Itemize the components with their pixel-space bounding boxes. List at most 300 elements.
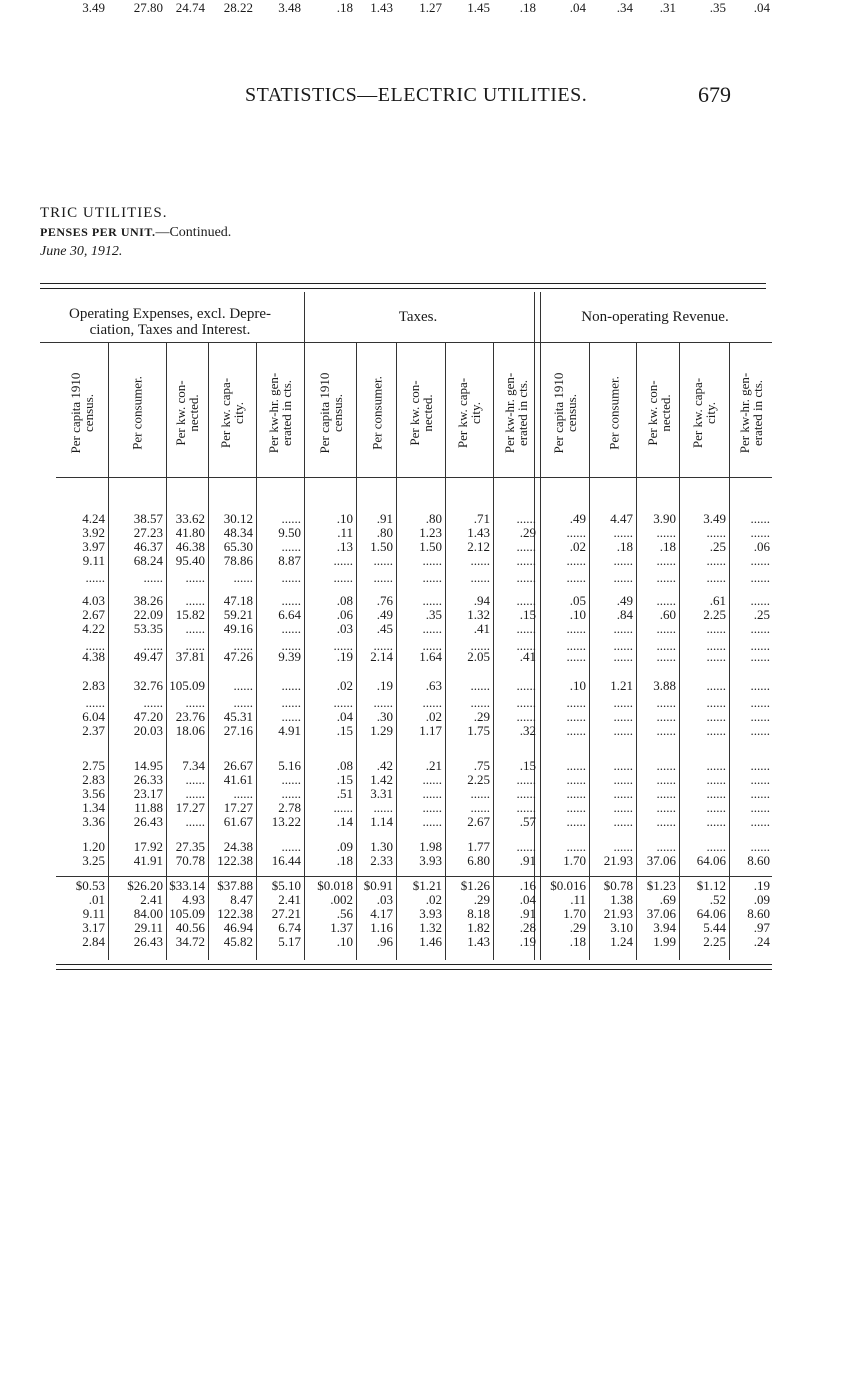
table-cell: ......	[470, 678, 490, 693]
table-cell: ......	[706, 638, 726, 653]
table-cell: 34.72	[175, 934, 205, 949]
table-cell: 1.82	[467, 920, 490, 935]
table-cell: ......	[750, 839, 770, 854]
column-header-label: Per consumer.	[129, 375, 145, 450]
table-cell: 26.43	[133, 934, 163, 949]
table-cell: 61.67	[223, 814, 253, 829]
summary-row	[0, 906, 867, 921]
table-cell: 59.21	[223, 607, 253, 622]
summary-row	[0, 934, 867, 949]
table-cell: 1.17	[419, 723, 442, 738]
table-cell: ......	[143, 638, 163, 653]
table-cell: 46.38	[175, 539, 205, 554]
table-cell: ......	[470, 570, 490, 585]
table-cell: $33.14	[169, 878, 205, 893]
table-row	[0, 723, 867, 738]
table-cell: .30	[376, 709, 393, 724]
table-cell: .49	[569, 511, 586, 526]
group-header-3: Non-operating Revenue.	[581, 309, 729, 325]
table-cell: .19	[376, 678, 393, 693]
table-cell: 3.92	[82, 525, 105, 540]
table-cell: .35	[709, 0, 726, 15]
table-cell: $5.10	[271, 878, 301, 893]
table-cell: ......	[706, 723, 726, 738]
table-cell: 2.25	[467, 772, 490, 787]
table-cell: .18	[616, 539, 633, 554]
table-cell: 11.88	[134, 800, 163, 815]
table-cell: 1.23	[419, 525, 442, 540]
table-cell: .41	[519, 649, 536, 664]
table-cell: 122.38	[217, 906, 253, 921]
table-cell: ......	[750, 772, 770, 787]
table-cell: ......	[750, 525, 770, 540]
table-cell: .18	[659, 539, 676, 554]
table-cell: .80	[376, 525, 393, 540]
table-cell: ......	[656, 593, 676, 608]
table-cell: 5.16	[278, 758, 301, 773]
table-cell: 6.64	[278, 607, 301, 622]
table-cell: .80	[425, 511, 442, 526]
table-cell: ......	[281, 709, 301, 724]
table-cell: ......	[750, 678, 770, 693]
table-cell: ......	[750, 800, 770, 815]
table-cell: ......	[470, 786, 490, 801]
table-row	[0, 772, 867, 787]
table-cell: ......	[233, 695, 253, 710]
table-cell: ......	[185, 814, 205, 829]
table-cell: ......	[516, 772, 536, 787]
table-cell: .15	[519, 607, 536, 622]
table-cell: 1.99	[653, 934, 676, 949]
table-cell: .29	[473, 709, 490, 724]
page-number: 679	[698, 82, 731, 107]
table-cell: 30.12	[223, 511, 253, 526]
table-cell: 41.91	[133, 853, 163, 868]
column-header-label: Per kw. con- nected.	[406, 379, 435, 446]
table-cell: 29.11	[134, 920, 163, 935]
table-cell: 33.62	[175, 511, 205, 526]
table-cell: 28.22	[223, 0, 253, 15]
table-cell: 22.09	[133, 607, 163, 622]
table-cell: 1.75	[467, 723, 490, 738]
column-header-11	[542, 350, 588, 475]
table-cell: .18	[569, 934, 586, 949]
table-cell: 4.22	[82, 621, 105, 636]
table-row	[0, 0, 867, 15]
table-cell: $1.26	[460, 878, 490, 893]
table-cell: 17.92	[133, 839, 163, 854]
table-cell: 2.83	[82, 678, 105, 693]
table-row	[0, 621, 867, 636]
table-cell: .02	[569, 539, 586, 554]
table-cell: 4.03	[82, 593, 105, 608]
column-header-underline	[56, 477, 772, 478]
table-cell: ......	[281, 593, 301, 608]
column-header-8	[397, 350, 444, 475]
table-cell: ......	[422, 553, 442, 568]
table-cell: 26.33	[133, 772, 163, 787]
table-cell: 49.47	[133, 649, 163, 664]
table-cell: ......	[750, 723, 770, 738]
table-cell: ......	[281, 695, 301, 710]
table-cell: 70.78	[175, 853, 205, 868]
group-header-underline	[40, 342, 772, 343]
table-cell: 41.61	[223, 772, 253, 787]
table-cell: .02	[336, 678, 353, 693]
table-cell: 2.12	[467, 539, 490, 554]
table-cell: 1.20	[82, 839, 105, 854]
table-cell: ......	[613, 800, 633, 815]
table-cell: ......	[185, 695, 205, 710]
table-cell: 3.88	[653, 678, 676, 693]
table-cell: 1.50	[419, 539, 442, 554]
table-cell: .10	[569, 678, 586, 693]
table-cell: 38.26	[133, 593, 163, 608]
table-cell: 3.31	[370, 786, 393, 801]
table-cell: ......	[281, 539, 301, 554]
table-cell: 2.67	[467, 814, 490, 829]
column-header-label: Per capita 1910 census.	[316, 372, 345, 453]
table-cell: .52	[709, 892, 726, 907]
table-cell: 1.43	[467, 525, 490, 540]
table-cell: 3.25	[82, 853, 105, 868]
table-cell: ......	[185, 638, 205, 653]
table-cell: 27.16	[223, 723, 253, 738]
table-cell: 3.97	[82, 539, 105, 554]
table-cell: .91	[519, 853, 536, 868]
table-cell: 1.29	[370, 723, 393, 738]
table-cell: .08	[336, 593, 353, 608]
table-cell: .16	[519, 878, 536, 893]
table-cell: 23.76	[175, 709, 205, 724]
table-cell: .42	[376, 758, 393, 773]
table-row	[0, 709, 867, 724]
column-header-label: Per kw. capa- city.	[455, 377, 483, 448]
table-cell: ......	[373, 695, 393, 710]
table-cell: ......	[656, 839, 676, 854]
table-cell: 53.35	[133, 621, 163, 636]
table-cell: ......	[470, 553, 490, 568]
table-cell: 3.56	[82, 786, 105, 801]
table-cell: ......	[656, 621, 676, 636]
table-cell: ......	[422, 695, 442, 710]
table-cell: 78.86	[223, 553, 253, 568]
table-cell: .56	[336, 906, 353, 921]
table-cell: 2.84	[82, 934, 105, 949]
table-cell: .13	[336, 539, 353, 554]
table-cell: 17.27	[175, 800, 205, 815]
table-cell: ......	[373, 800, 393, 815]
column-header-10	[494, 350, 538, 475]
table-cell: .45	[376, 621, 393, 636]
table-cell: .04	[336, 709, 353, 724]
table-cell: ......	[516, 593, 536, 608]
table-cell: .15	[336, 772, 353, 787]
table-cell: ......	[566, 800, 586, 815]
table-row	[0, 649, 867, 664]
table-cell: .08	[336, 758, 353, 773]
table-cell: ......	[613, 758, 633, 773]
table-cell: 41.80	[175, 525, 205, 540]
table-cell: .32	[519, 723, 536, 738]
column-header-3	[167, 350, 207, 475]
table-cell: ......	[470, 800, 490, 815]
table-cell: ......	[185, 786, 205, 801]
table-cell: ......	[706, 678, 726, 693]
table-cell: ......	[281, 570, 301, 585]
table-cell: .15	[336, 723, 353, 738]
table-cell: 46.94	[223, 920, 253, 935]
table-cell: .11	[570, 892, 586, 907]
table-cell: ......	[470, 695, 490, 710]
table-cell: .18	[336, 853, 353, 868]
table-cell: 26.67	[223, 758, 253, 773]
table-cell: ......	[422, 772, 442, 787]
table-cell: ......	[233, 570, 253, 585]
table-cell: 1.16	[370, 920, 393, 935]
column-header-12	[593, 350, 635, 475]
table-cell: ......	[281, 638, 301, 653]
table-cell: ......	[281, 511, 301, 526]
table-cell: 32.76	[133, 678, 163, 693]
table-cell: 2.25	[703, 934, 726, 949]
table-cell: ......	[185, 621, 205, 636]
table-cell: ......	[566, 758, 586, 773]
table-cell: 1.42	[370, 772, 393, 787]
caption-line-2-smallcaps: PENSES PER UNIT.	[40, 225, 156, 239]
summary-row	[0, 878, 867, 893]
table-cell: ......	[706, 695, 726, 710]
table-cell: .10	[336, 511, 353, 526]
table-cell: 26.43	[133, 814, 163, 829]
table-cell: ......	[373, 638, 393, 653]
table-cell: .57	[519, 814, 536, 829]
table-cell: .05	[569, 593, 586, 608]
table-cell: ......	[706, 772, 726, 787]
table-cell: 6.80	[467, 853, 490, 868]
table-cell: 47.26	[223, 649, 253, 664]
table-cell: ......	[422, 638, 442, 653]
column-header-label: Per kw. con- nected.	[644, 379, 673, 446]
table-cell: .04	[519, 892, 536, 907]
table-cell: $0.53	[75, 878, 105, 893]
table-cell: 48.34	[223, 525, 253, 540]
table-cell: ......	[706, 649, 726, 664]
table-cell: 1.30	[370, 839, 393, 854]
table-cell: ......	[566, 621, 586, 636]
table-cell: ......	[333, 553, 353, 568]
column-header-label: Per capita 1910 census.	[551, 372, 579, 453]
table-cell: .10	[569, 607, 586, 622]
table-cell: ......	[333, 570, 353, 585]
column-header-9	[446, 350, 492, 475]
table-cell: ......	[613, 638, 633, 653]
table-cell: 47.18	[223, 593, 253, 608]
table-cell: ......	[566, 723, 586, 738]
table-cell: 6.04	[82, 709, 105, 724]
table-cell: ......	[613, 839, 633, 854]
table-cell: ......	[143, 695, 163, 710]
table-cell: .25	[709, 539, 726, 554]
table-cell: ......	[281, 678, 301, 693]
table-cell: 27.80	[133, 0, 163, 15]
table-cell: .14	[336, 814, 353, 829]
table-cell: 6.74	[278, 920, 301, 935]
table-cell: ......	[750, 695, 770, 710]
table-cell: .15	[519, 758, 536, 773]
table-cell: 5.17	[278, 934, 301, 949]
group-header-1: Operating Expenses, excl. Depre- ciation, Taxes and Interest.	[68, 306, 271, 338]
table-cell: ......	[566, 786, 586, 801]
table-cell: 9.11	[82, 906, 105, 921]
table-cell: ......	[613, 772, 633, 787]
table-cell: ......	[233, 678, 253, 693]
table-row	[0, 570, 867, 585]
table-cell: .06	[753, 539, 770, 554]
table-row	[0, 758, 867, 773]
table-cell: 27.35	[175, 839, 205, 854]
table-cell: 2.83	[82, 772, 105, 787]
table-cell: .09	[753, 892, 770, 907]
table-cell: ......	[750, 758, 770, 773]
table-cell: ......	[373, 570, 393, 585]
table-cell: .19	[753, 878, 770, 893]
table-cell: ......	[516, 695, 536, 710]
table-cell: 13.22	[271, 814, 301, 829]
table-cell: 1.70	[563, 853, 586, 868]
column-header-label: Per kw-hr. gen- erated in cts.	[737, 372, 765, 453]
table-cell: ......	[566, 525, 586, 540]
table-cell: 2.14	[370, 649, 393, 664]
table-row	[0, 786, 867, 801]
table-cell: ......	[656, 649, 676, 664]
table-cell: .41	[473, 621, 490, 636]
table-cell: .63	[425, 678, 442, 693]
table-cell: 27.23	[133, 525, 163, 540]
table-cell: 16.44	[271, 853, 301, 868]
table-row	[0, 607, 867, 622]
table-cell: ......	[750, 553, 770, 568]
column-header-13	[639, 350, 678, 475]
table-cell: .96	[376, 934, 393, 949]
table-cell: ......	[706, 621, 726, 636]
table-cell: .09	[336, 839, 353, 854]
table-cell: 84.00	[133, 906, 163, 921]
column-header-1	[56, 350, 107, 475]
column-header-label: Per kw-hr. gen- erated in cts.	[266, 372, 294, 453]
table-cell: ......	[422, 593, 442, 608]
table-cell: ......	[281, 621, 301, 636]
table-cell: .75	[473, 758, 490, 773]
table-cell: 3.17	[82, 920, 105, 935]
table-row	[0, 593, 867, 608]
table-cell: $0.018	[317, 878, 353, 893]
table-cell: ......	[516, 570, 536, 585]
table-cell: ......	[566, 814, 586, 829]
table-cell: ......	[613, 709, 633, 724]
table-cell: .10	[336, 934, 353, 949]
table-cell: 24.74	[175, 0, 205, 15]
table-cell: 1.32	[419, 920, 442, 935]
column-header-label: Per capita 1910 census.	[67, 372, 96, 453]
table-cell: 49.16	[223, 621, 253, 636]
top-rule-2	[40, 288, 766, 289]
table-cell: .25	[753, 607, 770, 622]
table-cell: 40.56	[175, 920, 205, 935]
table-cell: ......	[706, 758, 726, 773]
table-cell: ......	[516, 839, 536, 854]
table-cell: 3.94	[653, 920, 676, 935]
top-rule-1	[40, 283, 766, 284]
table-cell: ......	[233, 786, 253, 801]
table-row	[0, 678, 867, 693]
column-header-label: Per kw. capa- city.	[690, 377, 718, 448]
column-header-15	[730, 350, 772, 475]
table-cell: 37.81	[175, 649, 205, 664]
table-cell: 3.49	[703, 511, 726, 526]
table-cell: ......	[85, 570, 105, 585]
table-cell: 1.38	[610, 892, 633, 907]
table-cell: ......	[566, 649, 586, 664]
column-header-5	[257, 350, 303, 475]
table-cell: $1.12	[696, 878, 726, 893]
table-cell: 3.93	[419, 906, 442, 921]
table-cell: .03	[376, 892, 393, 907]
table-cell: .97	[753, 920, 770, 935]
table-cell: 105.09	[169, 678, 205, 693]
table-cell: 4.91	[278, 723, 301, 738]
table-cell: 1.21	[610, 678, 633, 693]
column-header-2	[109, 350, 165, 475]
table-cell: 8.87	[278, 553, 301, 568]
table-cell: ......	[750, 638, 770, 653]
table-cell: .49	[376, 607, 393, 622]
table-cell: 37.06	[646, 853, 676, 868]
table-cell: 21.93	[603, 906, 633, 921]
table-cell: .18	[519, 0, 536, 15]
table-cell: $1.23	[646, 878, 676, 893]
table-cell: ......	[750, 814, 770, 829]
table-cell: .04	[753, 0, 770, 15]
table-cell: ......	[750, 570, 770, 585]
table-cell: ......	[656, 814, 676, 829]
table-cell: ......	[613, 649, 633, 664]
column-header-label: Per consumer.	[606, 375, 622, 450]
table-row	[0, 539, 867, 554]
table-cell: 4.24	[82, 511, 105, 526]
table-cell: 1.43	[370, 0, 393, 15]
table-cell: 3.48	[278, 0, 301, 15]
table-cell: ......	[706, 553, 726, 568]
caption-line-1: TRIC UTILITIES.	[40, 205, 168, 221]
table-cell: ......	[706, 800, 726, 815]
table-cell: .06	[336, 607, 353, 622]
table-cell: $26.20	[127, 878, 163, 893]
table-cell: 9.50	[278, 525, 301, 540]
table-cell: 23.17	[133, 786, 163, 801]
table-row	[0, 695, 867, 710]
table-cell: 2.25	[703, 607, 726, 622]
table-cell: .28	[519, 920, 536, 935]
table-cell: ......	[85, 638, 105, 653]
table-cell: .24	[753, 934, 770, 949]
table-cell: .01	[88, 892, 105, 907]
table-cell: ......	[516, 678, 536, 693]
table-cell: ......	[333, 800, 353, 815]
caption-line-3: June 30, 1912.	[40, 244, 123, 259]
table-cell: ......	[85, 695, 105, 710]
table-cell: .34	[616, 0, 633, 15]
